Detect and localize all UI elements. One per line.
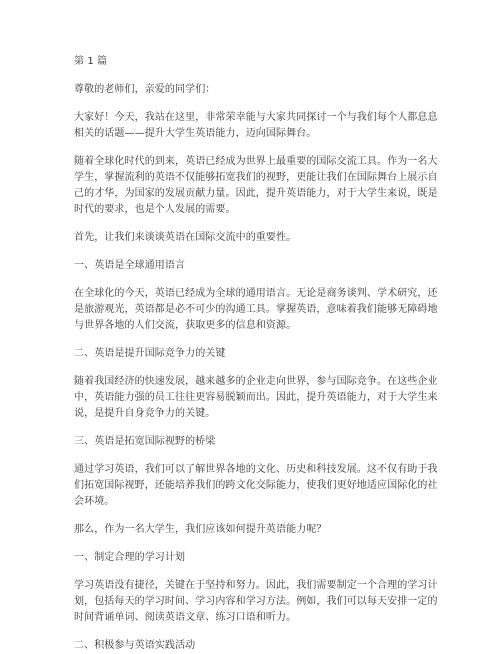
section-heading-2: 二、英语是提升国际竞争力的关键 <box>74 348 226 359</box>
method-heading-2: 二、积极参与英语实践活动 <box>74 640 196 651</box>
section-heading-1: 一、英语是全球通用语言 <box>74 260 186 271</box>
paragraph-section-3: 通过学习英语，我们可以了解世界各地的文化、历史和科技发展。这不仅有助于我们拓宽国际视野，还能培养我们的跨文化交际能力，使我们更好地适应国际化的社会环境。 <box>74 464 438 507</box>
paragraph-globalization: 随着全球化时代的到来，英语已经成为世界上最重要的国际交流工具。作为一名大学生，掌握流利的英语不仅能够拓宽我们的视野，更能让我们在国际舞台上展示自己的才华，为国家的发展贡献力量。因此，提升英语能力，对于大学生来说，既是时代的要求，也是个人发展的需要。 <box>74 156 438 215</box>
paragraph-section-2: 随着我国经济的快速发展，越来越多的企业走向世界，参与国际竞争。在这些企业中，英语能力强的员工往往更容易脱颖而出。因此，提升英语能力，对于大学生来说，是提升自身竞争力的关键。 <box>74 376 438 419</box>
document-body <box>74 54 438 654</box>
chapter-heading: 第 1 篇 <box>74 56 108 67</box>
paragraph-first-point: 首先，让我们来谈谈英语在国际交流中的重要性。 <box>74 232 297 243</box>
method-heading-1: 一、制定合理的学习计划 <box>74 552 186 563</box>
paragraph-method-1: 学习英语没有捷径，关键在于坚持和努力。因此，我们需要制定一个合理的学习计划，包括每天的学习时间、学习内容和学习方法。例如，我们可以每天安排一定的时间背诵单词、阅读英语文章、练习口语和听力。 <box>74 580 438 623</box>
paragraph-greeting: 大家好！今天，我站在这里，非常荣幸能与大家共同探讨一个与我们每个人都息息相关的话题——提升大学生英语能力，迈向国际舞台。 <box>74 112 438 139</box>
paragraph-question: 那么，作为一名大学生，我们应该如何提升英语能力呢？ <box>74 524 327 535</box>
paragraph-section-1: 在全球化的今天，英语已经成为全球的通用语言。无论是商务谈判、学术研究，还是旅游观光，英语都是必不可少的沟通工具。掌握英语，意味着我们能够无障碍地与世界各地的人们交流，获取更多的信息和资源。 <box>74 288 438 331</box>
salutation: 尊敬的老师们，亲爱的同学们： <box>74 84 216 95</box>
section-heading-3: 三、英语是拓宽国际视野的桥梁 <box>74 436 216 447</box>
